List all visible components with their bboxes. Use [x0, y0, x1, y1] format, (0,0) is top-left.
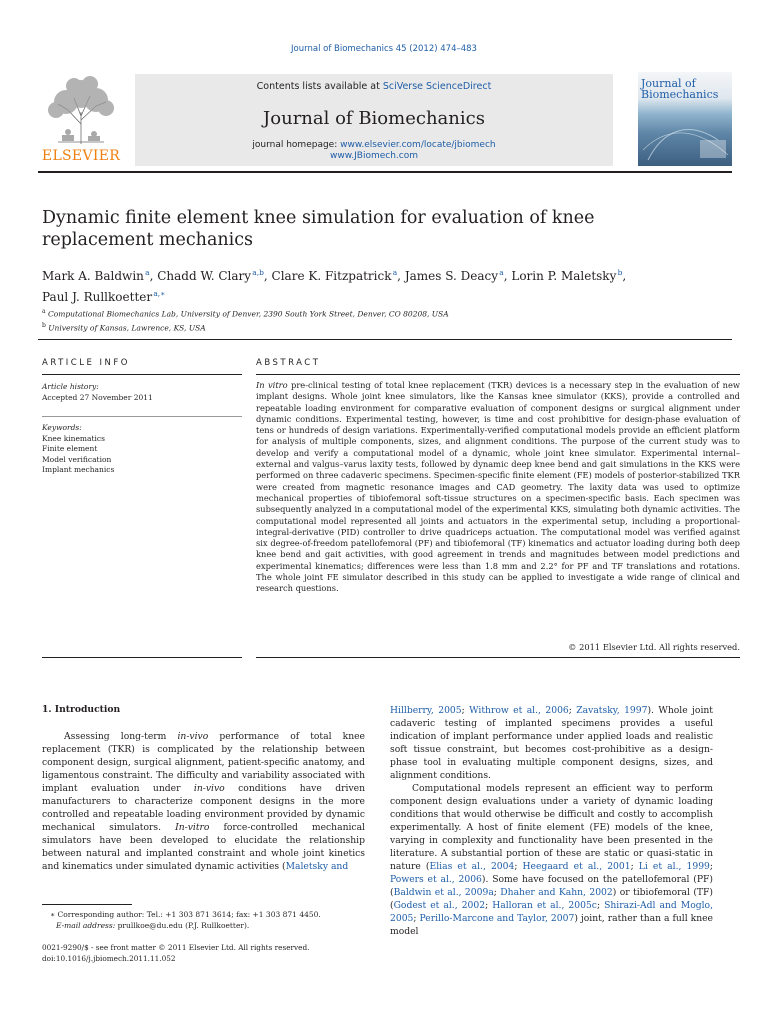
- citation-link[interactable]: Elias et al., 2004: [429, 861, 515, 872]
- affiliation-b: $^b$ University of Kansas, Lawrence, KS, USA: [42, 321, 206, 332]
- citation-link[interactable]: Dhaher and Kahn, 2002: [500, 887, 613, 898]
- journal-reference[interactable]: Journal of Biomechanics 45 (2012) 474–483: [291, 44, 477, 54]
- keyword: Model verification: [42, 454, 112, 464]
- keyword: Implant mechanics: [42, 465, 115, 474]
- contents-prefix: Contents lists available at: [256, 81, 383, 92]
- citation-link[interactable]: Zavatsky, 1997: [576, 705, 648, 716]
- citation-link[interactable]: Hillberry, 2005: [390, 705, 462, 716]
- homepage-link-jbiomech[interactable]: www.JBiomech.com: [330, 151, 418, 161]
- accepted-date: Accepted 27 November 2011: [42, 392, 153, 402]
- body-column-right: [390, 704, 713, 938]
- citation-link[interactable]: Godest et al., 2002: [393, 900, 486, 911]
- author: Mark A. Baldwin $^a$,: [42, 268, 158, 283]
- article-history: [42, 382, 242, 403]
- author-list: [42, 264, 722, 306]
- citation-link[interactable]: Halloran et al., 2005c: [492, 900, 597, 911]
- contents-line: [135, 81, 613, 92]
- affiliations: [42, 306, 722, 333]
- title-divider: [38, 339, 732, 340]
- email-note: E-mail address: prullkoe@du.edu (P.J. Rullkoetter).: [56, 921, 250, 930]
- author: Lorin P. Maletsky $^b$,: [511, 268, 627, 283]
- cover-graphic: [638, 110, 732, 166]
- journal-cover-thumbnail[interactable]: [638, 72, 732, 166]
- author: Chadd W. Clary $^{a,b}$,: [157, 268, 272, 283]
- article-info-rule: [42, 374, 242, 375]
- body-column-left: Assessing long-term in-vivo performance of total knee replacement (TKR) is complicated by the relationship between component design, surgical alignment, patient-specific anatomy, and ligamentous constraint. The difficulty and variability associated with implant evaluation under in-vivo conditions have driven manufacturers to characterize component designs in the more controlled and repeatable loading environment provided by dynamic mechanical simulators. In-vitro force-controlled mechanical simulators have been developed to elucidate the relationship between natural and implanted constraint and whole joint kinetics and kinematics under simulated dynamic activities (Maletsky and: [42, 731, 365, 872]
- citation-link[interactable]: Withrow et al., 2006: [469, 705, 569, 716]
- author-corresponding: Paul J. Rullkoetter $^{a,∗}$: [42, 289, 166, 304]
- paragraph: Hillberry, 2005; Withrow et al., 2006; Zavatsky, 1997). Whole joint cadaveric testing of implanted specimens provides a useful indication of implant performance under applied loads and realistic soft tissue constraint, but becomes cost-prohibitive as a design-phase tool in evaluating multiple component designs, sizes, and alignment conditions.: [390, 705, 713, 781]
- abstract-rule: [256, 374, 740, 375]
- publication-info: [42, 942, 365, 964]
- article-info-end-rule: [42, 657, 242, 658]
- journal-homepage: [135, 140, 613, 162]
- article-info-heading: ARTICLE INFO: [42, 358, 130, 368]
- affiliation-a: $^a$ Computational Biomechanics Lab, University of Denver, 2390 South York Street, Denver, CO 80208, USA: [42, 308, 449, 319]
- history-label: Article history:: [42, 382, 99, 391]
- header-divider: [38, 171, 732, 173]
- copyright-notice: © 2011 Elsevier Ltd. All rights reserved.: [568, 642, 740, 652]
- author: James S. Deacy $^a$,: [404, 268, 512, 283]
- citation-link[interactable]: Li et al., 1999: [638, 861, 710, 872]
- abstract-end-rule: [256, 657, 740, 658]
- footnotes: [42, 909, 365, 931]
- footnote-rule: [42, 904, 132, 905]
- homepage-prefix: journal homepage:: [252, 140, 341, 150]
- citation-link[interactable]: Baldwin et al., 2009a: [393, 887, 494, 898]
- citation-link[interactable]: Perillo-Marcone and Taylor, 2007: [419, 913, 575, 924]
- sciencedirect-link[interactable]: SciVerse ScienceDirect: [382, 81, 492, 92]
- keywords-block: [42, 423, 242, 476]
- author: Clare K. Fitzpatrick $^a$,: [271, 268, 405, 283]
- abstract-heading: ABSTRACT: [256, 358, 321, 368]
- keyword: Finite element: [42, 444, 98, 453]
- keyword: Knee kinematics: [42, 433, 105, 443]
- elsevier-wordmark: ELSEVIER: [41, 148, 121, 164]
- homepage-link-elsevier[interactable]: www.elsevier.com/locate/jbiomech: [340, 140, 496, 150]
- article-title-line2: replacement mechanics: [42, 230, 254, 250]
- doi-line[interactable]: doi:10.1016/j.jbiomech.2011.11.052: [42, 954, 176, 963]
- corresponding-author-note: ∗ Corresponding author: Tel.: +1 303 871 3614; fax: +1 303 871 4450.: [50, 910, 321, 919]
- journal-title: Journal of Biomechanics: [263, 108, 485, 129]
- citation-link[interactable]: Maletsky and: [285, 861, 349, 872]
- section-heading-introduction: 1. Introduction: [42, 704, 121, 715]
- article-title: [42, 207, 722, 251]
- citation-link[interactable]: Shirazi-Adl and Moglo, 2005: [390, 900, 713, 924]
- article-title-line1: Dynamic finite element knee simulation for evaluation of knee: [42, 208, 595, 228]
- article-info-subrule: [42, 416, 242, 417]
- citation-link[interactable]: Powers et al., 2006: [390, 874, 482, 885]
- issn-line: 0021-9290/$ - see front matter © 2011 Elsevier Ltd. All rights reserved.: [42, 943, 310, 952]
- keywords-label: Keywords:: [42, 423, 82, 432]
- cover-title: Journal of Biomechanics: [641, 77, 719, 101]
- citation-link[interactable]: Heegaard et al., 2001: [522, 861, 631, 872]
- paragraph: Computational models represent an efficient way to perform component design evaluations under a variety of dynamic loading conditions that would otherwise be difficult and costly to accomplish experimentally. A host of finite element (FE) models of the knee, varying in complexity and functionality have been presented in the literature. A substantial portion of these are static or quasi-static in nature (Elias et al., 2004; Heegaard et al., 2001; Li et al., 1999; Powers et al., 2006). Some have focused on the patellofemoral (PF) (Baldwin et al., 2009a; Dhaher and Kahn, 2002) or tibiofemoral (TF) (Godest et al., 2002; Halloran et al., 2005c; Shirazi-Adl and Moglo, 2005; Perillo-Marcone and Taylor, 2007) joint, rather than a full knee model: [390, 783, 713, 937]
- abstract-text: In vitro pre-clinical testing of total knee replacement (TKR) devices is a necessary step in the evaluation of new implant designs. Whole joint knee simulators, like the Kansas knee simulator (KKS), provide a controlled and repeatable loading environment for comparative evaluation of component designs or surgical alignment under dynamic conditions. Experimental testing, however, is time and cost prohibitive for design-phase evaluation of tens or hundreds of design variations. Experimentally-verified computational models provide an efficient platform for analysis of multiple components, sizes, and alignment conditions. The purpose of the current study was to develop and verify a computational model of a dynamic, whole joint knee simulator. Experimental internal–external and valgus–varus laxity tests, followed by dynamic deep knee bend and gait simulations in the KKS were performed on three cadaveric specimens. Specimen-specific finite element (FE) models of posterior-stabilized TKR were created from magnetic resonance images and CAD geometry. The laxity data was used to optimize mechanical properties of tibiofemoral soft-tissue structures on a specimen-specific basis. Each specimen was subsequently analyzed in a computational model of the experimental KKS, simulating both dynamic activities. The computational model represented all joints and actuators in the experimental setup, including a proportional-integral-derivative (PID) controller to drive quadriceps actuation. The computational model was verified against six degree-of-freedom patellofemoral (PF) and tibiofemoral (TF) kinematics and actuator loading during both deep knee bend and gait activities, with good agreement in trends and magnitudes between model predictions and experimental kinematics; differences were less than 1.8 mm and 2.2° for PF and TF translations and rotations. The whole joint FE simulator described in this study can be applied to investigate a wide range of clinical and research questions.: [256, 380, 740, 594]
